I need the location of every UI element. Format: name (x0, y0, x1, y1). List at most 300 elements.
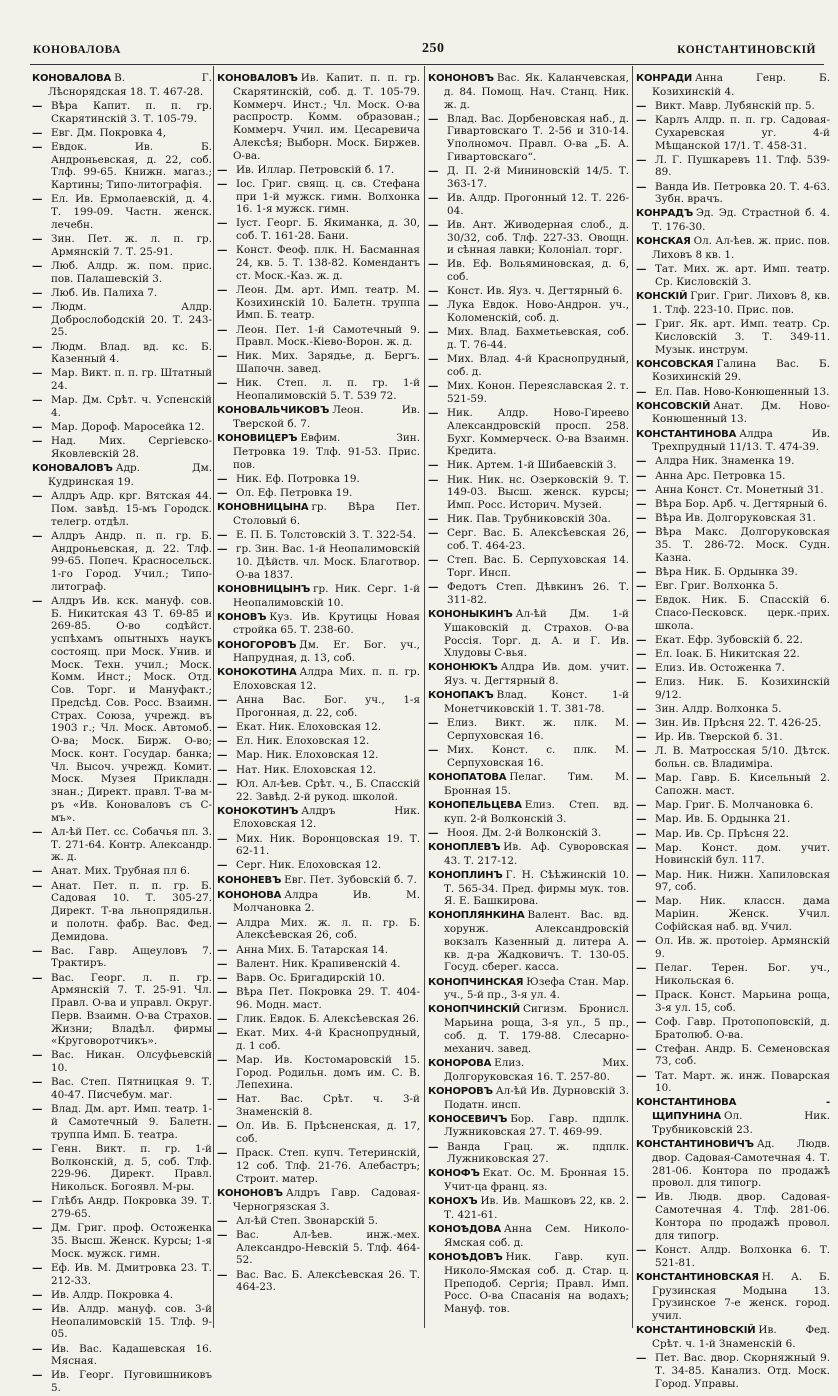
entry-text: Мар. Дороф. Маросейка 12. (51, 421, 205, 434)
directory-entry-surname (636, 290, 830, 317)
entry-text: Елиз. Викт. ж. плк. М. Серпуховская 16. (447, 717, 629, 742)
directory-entry-surname (428, 661, 629, 688)
directory-entry-continuation (217, 350, 420, 376)
directory-entry-continuation (32, 421, 212, 434)
directory-entry-continuation (636, 828, 830, 841)
entry-text: Влад. Дм. арт. Имп. театр. 1-й Самотечный 9. Балетн. труппа Имп. Б. театра. (51, 1103, 212, 1141)
directory-entry-surname (217, 1187, 420, 1214)
surname-heading: КОНОПАТОВА (428, 771, 507, 783)
directory-entry-continuation (636, 813, 830, 826)
entry-text: Люб. Ив. Палиха 7. (51, 286, 158, 299)
entry-text: Мар. Викт. п. п. гр. Штатный 24. (51, 367, 212, 393)
entry-text: Людм. Влад. вд. кс. Б. Казенный 4. (51, 340, 212, 366)
entry-text: Алдра Мих. п. п. гр. Елоховская 12. (233, 666, 420, 693)
directory-entry-continuation (32, 1103, 212, 1141)
entry-text: Конст. Алдр. Волхонка 6. Т. 521-81. (655, 1243, 830, 1269)
directory-entry-continuation (32, 1303, 212, 1341)
entry-text: Зин. Алдр. Волхонка 5. (655, 703, 782, 716)
surname-heading: КОНОВЪ (217, 611, 267, 623)
entry-text: Ив. Алдр. мануф. сов. 3-й Неопалимовскій 15. Тлф. 9-05. (51, 1302, 212, 1341)
surname-heading: КОНОПЛИНЪ (428, 869, 503, 881)
directory-entry-continuation (32, 435, 212, 461)
surname-heading: КОНСТАНТИНОВСКАЯ (636, 1271, 759, 1283)
entry-text: Леон. Пет. 1-й Самотечный 9. Правл. Моск.-Кіево-Ворон. ж. д. (236, 323, 420, 349)
entry-text: Ив. Иллар. Петровскій б. 17. (236, 163, 395, 176)
directory-entry-continuation (217, 1229, 420, 1267)
entry-text: Евдок. Ив. Б. Андроньевская, д. 22, соб. Тлф. 99-65. Книжн. магаз.; Картины; Типо-литографія. (51, 140, 212, 192)
entry-text: Алдра Ив. дом. учит. Яуз. ч. Дегтярный 8. (444, 661, 629, 688)
directory-entry-continuation (428, 717, 629, 743)
directory-entry-continuation (428, 165, 629, 191)
surname-heading: КОНСКІЙ (636, 291, 688, 303)
entry-text: Анат. Дм. Ново-Конюшенный 13. (652, 399, 830, 426)
directory-entry-continuation (32, 260, 212, 286)
directory-entry-surname (428, 909, 629, 974)
surname-heading: КОНОСЕВИЧЪ (428, 1113, 508, 1125)
surname-heading: КОНСТАНТИНОВА (636, 428, 737, 440)
entry-text: Е. П. Б. Толстовскій 3. Т. 322-54. (236, 528, 417, 541)
entry-text: Анат. Пет. п. п. гр. Б. Садовая 10. Т. 305-27. Директ. Т-ва льнопрядильн. и полотн. фабр. Вас. Фед. Демидова. (51, 879, 212, 943)
entry-text: Мих. Влад. Бахметьевская, соб. д. Т. 76-44. (447, 326, 629, 352)
entry-text: Вас. Георг. л. п. гр. Армянскій 7. Т. 25-91. Чл. Правл. О-ва и управл. Округ. Перв. Взаимн. О-ва Страхов. Жизни; Владѣл. фирмы «Круговоротчикъ». (51, 971, 212, 1048)
entry-text: Юл. Ал-ѣев. Срѣт. ч., Б. Спасскій 22. Завѣд. 2-й рукод. школой. (236, 777, 420, 803)
entry-text: Евг. Григ. Волхонка 5. (655, 579, 779, 592)
directory-entry-surname (428, 1003, 629, 1055)
directory-entry-continuation (32, 945, 212, 971)
surname-heading: КОНОПЧИНСКАЯ (428, 976, 524, 988)
directory-entry-continuation (217, 543, 420, 581)
entry-text: Мар. Гавр. Б. Кисельный 2. Сапожн. маст. (655, 772, 830, 798)
entry-text: Ив. Еф. Вольяминовская, д. 6, соб. (447, 258, 629, 284)
directory-entry-continuation (636, 962, 830, 988)
entry-text: Вѣра Ив. Долгоруковская 31. (655, 512, 816, 525)
entry-text: Анна Мих. Б. Татарская 14. (236, 943, 389, 956)
directory-entry-continuation (217, 217, 420, 243)
directory-entry-continuation (428, 474, 629, 512)
directory-entry-continuation (428, 299, 629, 325)
entry-text: Мих. Ник. Воронцовская 19. Т. 62-11. (236, 832, 420, 858)
directory-entry-continuation (32, 530, 212, 594)
directory-entry-continuation (636, 154, 830, 180)
surname-heading: КОНСТАНТИНОВИЧЪ (636, 1139, 754, 1151)
entry-text: Анна Вас. Бог. уч., 1-я Прогонная, д. 22, соб. (236, 694, 420, 720)
entry-text: Ник. Мих. Зарядье, д. Бергъ. Шапочн. завед. (236, 350, 420, 376)
entry-text: Ив. Алдр. Покровка 4. (51, 1288, 174, 1301)
directory-entry-continuation (636, 745, 830, 771)
entry-text: Алдръ Ник. Елоховская 12. (233, 804, 420, 831)
directory-entry-continuation (428, 353, 629, 379)
entry-text: Евг. Пет. Зубовскій б. 7. (284, 873, 417, 886)
entry-text: Нат. Ник. Елоховская 12. (236, 763, 376, 776)
directory-entry-continuation (428, 285, 629, 298)
surname-heading: КОНРАДИ (636, 73, 692, 84)
entry-text: Іуст. Георг. Б. Якиманка, д. 30, соб. Т. 161-28. Бани. (236, 217, 420, 243)
directory-entry-continuation (217, 859, 420, 872)
entry-text: Соф. Гавр. Протопоповскій, д. Братолюб. О-ва. (655, 1015, 830, 1041)
directory-entry-continuation (636, 386, 830, 399)
entry-text: Сигизм. Бронисл. Марьина роща, 3-я ул., 5 пр., соб. д. Т. 179-88. Слесарно-механич. завед. (444, 1003, 629, 1055)
directory-entry-surname (636, 428, 830, 455)
entry-text: Ник. Еф. Потровка 19. (236, 472, 360, 485)
directory-entry-continuation (636, 676, 830, 702)
directory-entry-surname (636, 1138, 830, 1190)
directory-entry-continuation (636, 895, 830, 933)
surname-heading: КОНОВНИЦЫНЪ (217, 583, 311, 595)
surname-heading: КОНОВАЛОВЪ (32, 463, 113, 475)
surname-heading: КОНОКОТИНЪ (217, 805, 299, 817)
directory-entry-continuation (636, 455, 830, 468)
directory-entry-continuation (428, 219, 629, 257)
entry-text: Анна Арс. Петровка 15. (655, 469, 786, 482)
entry-text: Алдра Мих. ж. л. п. гр. Б. Алексѣевская 26, соб. (236, 916, 420, 942)
entry-text: гр. Вѣра Пет. Столовый 6. (233, 501, 420, 527)
entry-text: Вѣра Макс. Долгоруковская 35. Т. 286-72. Моск. Судн. Казна. (655, 526, 830, 564)
entry-text: Ив. Ант. Живодерная слоб., д. 30/32, соб. Тлф. 227-33. Овощн. и сѣнная лавки; Колоніал. торг. (447, 218, 629, 257)
entry-text: Мар. Ив. Б. Ордынка 21. (655, 813, 791, 826)
entry-text: Ив. Фед. Срѣт. ч. 1-й Знаменскій 6. (652, 1324, 830, 1350)
entry-text: В. Г. Лѣснорядская 18. Т. 467-28. (48, 72, 212, 98)
entry-text: Ив. Капит. п. п. гр. Скарятинскій, соб. д. Т. 105-79. Коммерч. Инст.; Чл. Моск. О-ва распростр. Комм. образован.; Коммерч. Учил. им. Цесаревича Алексѣя; Выборн. Моск. Биржев. О-ва. (233, 72, 420, 162)
directory-entry-surname (636, 358, 830, 385)
entry-text: Карлъ Алдр. п. п. гр. Садовая-Сухаревская уг. 4-й Мѣщанской 17/1. Т. 458-31. (655, 114, 830, 152)
column-4 (636, 72, 830, 1392)
entry-text: Екат. Мих. 4-й Краснопрудный, д. 1 соб. (236, 1026, 420, 1052)
directory-entry-continuation (32, 1049, 212, 1075)
directory-entry-continuation (32, 826, 212, 864)
entry-text: Анна Конст. Ст. Монетный 31. (655, 483, 824, 496)
directory-entry-surname (217, 874, 420, 888)
directory-entry-continuation (428, 527, 629, 553)
directory-entry-surname (428, 1085, 629, 1112)
entry-text: Григ. Як. арт. Имп. театр. Ср. Кисловскій 3. Т. 349-11. Музык. инструм. (655, 318, 830, 356)
directory-entry-continuation (428, 581, 629, 607)
entry-text: Галина Вас. Б. Козихинскій 29. (652, 357, 830, 384)
entry-text: Елиз. Мих. Долгоруковская 16. Т. 257-80. (444, 1056, 629, 1083)
directory-entry-surname (217, 666, 420, 693)
directory-entry-continuation (636, 318, 830, 356)
directory-entry-continuation (217, 1215, 420, 1228)
directory-entry-continuation (428, 113, 629, 164)
directory-entry-continuation (217, 284, 420, 322)
entry-text: Григ. Григ. Лиховъ 8, кв. 1. Тлф. 223-10. Прис. пов. (652, 290, 830, 316)
directory-entry-surname (217, 72, 420, 162)
directory-entry-surname (428, 1057, 629, 1084)
surname-heading: КОНСОВСКІЙ (636, 400, 711, 412)
entry-text: Елиз. Ник. Б. Козихинскій 9/12. (655, 676, 830, 701)
entry-text: Ал-ѣй Пет. сс. Собачья пл. 3. Т. 271-64. Контр. Александр. ж. д. (51, 825, 212, 864)
surname-heading: КОНОХЪ (428, 1196, 478, 1208)
entry-text: Мих. Влад. 4-й Краснопрудный, соб. д. (447, 353, 629, 379)
directory-entry-continuation (217, 487, 420, 500)
surname-heading: КОНОНОВЪ (428, 73, 494, 84)
directory-entry-surname (428, 1195, 629, 1222)
entry-text: Ол. Ив. Б. Прѣсненская, д. 17, соб. (236, 1120, 420, 1146)
surname-heading: КОНОНЫКИНЪ (428, 609, 513, 621)
directory-entry-continuation (32, 141, 212, 192)
entry-text: Генн. Викт. п. гр. 1-й Волконскій, д. 5, соб. Тлф. 229-96. Директ. Правл. Никольск. Богоявл. М-ры. (51, 1142, 212, 1194)
directory-entry-continuation (428, 1141, 629, 1167)
surname-heading: КОНОПАКЪ (428, 690, 494, 702)
directory-entry-continuation (636, 634, 830, 647)
entry-text: Ив. Алдр. Прогонный 12. Т. 226-04. (447, 191, 629, 217)
entry-text: Валент. Ник. Крапивенскій 4. (236, 957, 401, 970)
entry-text: Степ. Вас. Б. Серпуховская 14. Торг. Инсп. (447, 554, 629, 579)
directory-entry-continuation (636, 772, 830, 798)
entry-text: Мих. Конст. с. плк. М. Серпуховская 16. (447, 744, 629, 769)
directory-entry-continuation (32, 865, 212, 878)
entry-text: Ел. Ив. Ермолаевскій, д. 4. Т. 199-09. Частн. женск. лечебн. (51, 193, 212, 231)
surname-heading: КОНОВАЛЬЧИКОВЪ (217, 405, 330, 417)
entry-text: Влад. Вас. Дорбеновская наб., д. Гивартовскаго Т. 2-56 и 310-14. Уполномоч. Правл. О-ва „Б. А. Гивартовскаго“. (447, 112, 629, 163)
entry-text: Ол. Ив. ж. протоіер. Армянскій 9. (655, 935, 830, 960)
directory-entry-continuation (217, 178, 420, 216)
entry-text: Дм. Ег. Бог. уч., Напрудная, д. 13, соб. (233, 638, 420, 665)
surname-heading: КОНСТАНТИНОВСКІЙ (636, 1325, 756, 1337)
directory-entry-continuation (217, 944, 420, 957)
directory-entry-surname (428, 799, 629, 826)
entry-text: Ел. Пав. Ново-Конюшенный 13. (655, 385, 830, 398)
surname-heading: КОНОПЕЛЬЦЕВА (428, 799, 522, 811)
directory-entry-continuation (636, 703, 830, 716)
directory-entry-continuation (636, 1070, 830, 1096)
entry-text: Ел. Ник. Елоховская 12. (236, 735, 370, 748)
entry-text: Еф. Ив. М. Дмитровка 23. Т. 212-33. (51, 1261, 212, 1287)
entry-text: Ол. Еф. Петровка 19. (236, 486, 353, 499)
entry-text: Мар. Ник. Елоховская 12. (236, 749, 379, 762)
directory-entry-continuation (636, 717, 830, 730)
directory-entry-continuation (217, 958, 420, 971)
directory-entry-continuation (636, 498, 830, 511)
directory-entry-continuation (217, 833, 420, 859)
entry-text: Іос. Григ. свящ. ц. св. Стефана при 1-й мужск. гимн. Волхонка 16. 1-я мужск. гимн. (236, 177, 420, 216)
directory-entry-surname (428, 608, 629, 660)
entry-text: Ванда Ив. Петровка 20. Т. 4-63. Зубн. врачъ. (655, 180, 830, 206)
entry-text: Ник. Гавр. куп. Николо-Ямская соб. д. Стар. ц. Преподоб. Сергія; Правл. Имп. Росс. О-ва Спасанія на водахъ; Мануф. тов. (444, 1251, 629, 1316)
entry-text: Анат. Мих. Трубная пл 6. (51, 865, 191, 878)
entry-text: Людм. Алдр. Доброслободскій 20. Т. 243-25. (51, 300, 212, 339)
directory-entry-surname (428, 841, 629, 868)
entry-text: Алдръ Ив. кск. мануф. сов. Б. Никитская 43 Т. 69-85 и 269-85. О-во содѣйст. успѣхамъ опытныхъ наукъ состоящ. при Моск. Унив. и Моск. Техн. учил.; Моск. Комм. Инст.; Моск. Отд. Сов. Торг. и Мануфакт.; Предсѣд. Сов. Росс. Взаимн. Страх. Союза, учрежд. въ 1903 г.; Чл. Моск. Автомоб. О-ва; Моск. Бирж. О-во; Моск. конт. Государ. банка; Чл. Высоч. учрежд. Комит. Моск. Музея Прикладн. знан.; Директ. правл. Т-ва м-ръ «Ив. Коноваловъ съ С-мъ». (51, 594, 212, 824)
entry-text: Вѣра Капит. п. п. гр. Скарятинскій 3. Т. 105-79. (51, 99, 212, 125)
surname-heading: КОНОРОВА (428, 1057, 492, 1069)
directory-entry-continuation (636, 181, 830, 207)
entry-text: Тат. Март. ж. инж. Поварская 10. (655, 1069, 830, 1095)
directory-entry-continuation (217, 986, 420, 1012)
directory-entry-continuation (32, 341, 212, 367)
entry-text: Алдра Ив. М. Молчановка 2. (233, 888, 420, 915)
directory-entry-continuation (428, 326, 629, 352)
entry-text: Ел. Іоак. Б. Никитская 22. (655, 647, 800, 660)
entry-text: Елиз. Ив. Остоженка 7. (655, 662, 785, 675)
surname-heading: КОНОГОРОВЪ (217, 639, 297, 651)
directory-entry-continuation (636, 662, 830, 675)
directory-entry-continuation (636, 512, 830, 525)
entry-text: Евдок. Ник. Б. Спасскій 6. Спасо-Песковск. церк.-прих. школа. (655, 594, 830, 632)
entry-text: Мих. Конон. Переяславская 2. т. 521-59. (447, 380, 629, 405)
entry-text: Ив. Ив. Машковъ 22, кв. 2. Т. 421-61. (444, 1195, 629, 1222)
directory-entry-continuation (636, 731, 830, 744)
entry-text: Конст. Феоф. плк. Н. Басманная 24, кв. 5. Т. 138-82. Комендантъ ст. Моск.-Каз. ж. д. (236, 244, 420, 282)
surname-heading: КОНОПЛЯНКИНА (428, 910, 525, 922)
entry-text: Вѣра Пет. Покровка 29. Т. 404-96. Модн. маст. (236, 985, 420, 1011)
entry-text: Адр. Дм. Кудринская 19. (48, 462, 212, 488)
entry-text: Люб. Алдр. ж. пом. прис. пов. Палашевскій 3. (51, 259, 212, 285)
surname-heading: КОНОНЕВЪ (217, 874, 282, 886)
running-header (30, 41, 820, 60)
directory-entry-surname (428, 1113, 629, 1140)
directory-entry-continuation (636, 869, 830, 895)
directory-entry-continuation (32, 287, 212, 300)
entry-text: Федотъ Степ. Дѣвкинъ 26. Т. 311-82. (447, 581, 629, 606)
entry-text: Вас. Степ. Пятницкая 9. Т. 40-47. Писчебум. маг. (51, 1076, 212, 1102)
directory-entry-continuation (636, 566, 830, 579)
entry-text: Елиз. Степ. вд. куп. 2-й Волконскій 3. (444, 798, 629, 825)
entry-text: Вас. Вас. Б. Алексѣевская 26. Т. 464-23. (236, 1268, 420, 1294)
entry-text: Евг. Дм. Покровка 4, (51, 126, 167, 139)
directory-entry-continuation (428, 744, 629, 770)
entry-text: Тат. Мих. ж. арт. Имп. театр. Ср. Кисловскій 3. (655, 263, 830, 288)
surname-heading: КОНОВАЛОВА (32, 73, 112, 84)
directory-entry-continuation (217, 764, 420, 777)
entry-text: Серг. Вас. Б. Алексѣевская 26, соб. Т. 464-23. (447, 527, 629, 553)
entry-text: Мар. Конст. дом. учит. Новинскій бул. 117. (655, 841, 830, 867)
entry-text: Ник. Степ. л. п. гр. 1-й Неопалимовскій 5. Т. 539 72. (236, 377, 420, 403)
directory-entry-continuation (217, 244, 420, 282)
entry-text: Н. А. Б. Грузинская Модына 13. Грузинское 7-е женск. город. учил. (652, 1270, 830, 1322)
header-first-entry: КОНОВАЛОВА (33, 44, 121, 56)
directory-entry-continuation (217, 324, 420, 350)
directory-entry-continuation (32, 1195, 212, 1221)
entry-text: Ив. Георг. Пуговишниковъ 5. (51, 1369, 212, 1395)
directory-entry-surname (217, 639, 420, 666)
entry-text: Стефан. Андр. Б. Семеновская 73, соб. (655, 1042, 830, 1068)
entry-text: Пелаг. Терен. Бог. уч., Никольская 6. (655, 961, 830, 987)
directory-entry-continuation (428, 459, 629, 472)
entry-text: Г. Н. Сѣѣжинскій 10. Т. 565-34. Пред. фирмы мук. тов. Я. Е. Башкирова. (444, 868, 629, 908)
entry-text: Вас. Гавр. Ащеуловъ 7. Трактиръ. (51, 944, 212, 970)
entry-text: Глѣбъ Андр. Покровка 39. Т. 279-65. (51, 1195, 212, 1221)
surname-heading: КОНСОВСКАЯ (636, 358, 714, 370)
directory-entry-continuation (636, 648, 830, 661)
entry-text: Лука Евдок. Ново-Андрон. уч., Коломенскій, соб. д. (447, 299, 629, 325)
surname-heading: КОНОВИЦЕРЪ (217, 433, 298, 445)
directory-entry-continuation (217, 529, 420, 542)
directory-entry-surname (217, 805, 420, 832)
entry-text: Мар. Дм. Срѣт. ч. Успенскій 4. (51, 394, 212, 420)
entry-text: Праск. Степ. купч. Тетеринскій, 12 соб. Тлф. 21-76. Алебастръ; Строит. матер. (236, 1147, 420, 1185)
directory-entry-continuation (636, 1352, 830, 1390)
column-divider (632, 66, 633, 1328)
entry-text: Эд. Эд. Страстной б. 4. Т. 176-30. (652, 207, 830, 234)
entry-text: Л. В. Матросская 5/10. Дѣтск. больн. св. Владиміра. (655, 745, 830, 771)
column-3 (428, 72, 629, 1317)
entry-text: Ол. Ал-ѣев. ж. прис. пов. Лиховъ 8 кв. 1. (652, 235, 830, 262)
directory-entry-surname (217, 404, 420, 431)
directory-entry-continuation (32, 1343, 212, 1369)
directory-entry-surname (636, 1324, 830, 1351)
column-2 (217, 72, 420, 1295)
entry-text: Вѣра Бор. Арб. ч. Дегтярный 6. (655, 497, 828, 510)
directory-entry-continuation (217, 721, 420, 734)
entry-text: Евфим. Зин. Петровка 19. Тлф. 91-53. Прис. пов. (233, 432, 420, 471)
directory-entry-continuation (32, 1222, 212, 1260)
entry-text: Алдръ Андр. п. п. гр. Б. Андроньевская, д. 22. Тлф. 99-65. Попеч. Красносельск. 1-го Город. Учил.; Типо-литограф. (51, 529, 212, 593)
entry-text: Нооя. Дм. 2-й Волконскій 3. (447, 826, 602, 839)
directory-entry-continuation (636, 470, 830, 483)
entry-text: Екат. Ник. Елоховская 12. (236, 721, 382, 734)
surname-heading: КОНОНОВА (217, 889, 282, 901)
surname-heading: КОНОНЮКЪ (428, 662, 498, 674)
entry-text: Вас. Ал-ѣев. инж.-мех. Александро-Невскій 5. Тлф. 464-52. (236, 1228, 420, 1267)
entry-text: Юзефа Стан. Мар. уч., 5-й пр., 3-я ул. 4. (444, 975, 629, 1002)
directory-entry-continuation (636, 484, 830, 497)
entry-text: Праск. Конст. Марьина роща, 3-я ул. 15, соб. (655, 988, 830, 1014)
directory-entry-surname (428, 72, 629, 111)
directory-entry-continuation (32, 972, 212, 1049)
entry-text: Ал-ѣй Ив. Дурновскій 3. Податн. инсп. (444, 1084, 629, 1111)
entry-text: Екат. Ефр. Зубовскій б. 22. (655, 633, 803, 646)
entry-text: Ванда Грац. ж. пдплк. Лужниковская 27. (447, 1140, 629, 1166)
directory-entry-continuation (217, 1269, 420, 1295)
entry-text: Варв. Ос. Бригадирскій 10. (236, 971, 386, 984)
directory-entry-continuation (32, 595, 212, 825)
directory-entry-continuation (32, 1289, 212, 1302)
directory-entry-continuation (32, 367, 212, 393)
entry-text: Л. Г. Пушкаревъ 11. Тлф. 539-89. (655, 153, 830, 179)
entry-text: Викт. Мавр. Лубянскій пр. 5. (655, 99, 815, 112)
entry-text: Ник. Артем. 1-й Шибаевскій 3. (447, 459, 617, 472)
entry-text: Мар. Ив. Костомаровскій 15. Город. Родильн. домъ им. С. В. Лепехина. (236, 1053, 420, 1092)
directory-entry-continuation (636, 935, 830, 961)
directory-entry-continuation (217, 164, 420, 177)
entry-text: Ив. Аф. Суворовская 43. Т. 217-12. (444, 840, 629, 867)
entry-text: Ник. Алдр. Ново-Гиреево Александровскій просп. 258. Бухг. Коммерческ. О-ва Взаимн. Кредита. (447, 407, 629, 458)
directory-entry-continuation (217, 1054, 420, 1092)
entry-text: Ив. Людв. двор. Садовая-Самотечная 4. Тлф. 281-06. Контора по продажѣ провол. для типогр. (655, 1191, 830, 1242)
directory-entry-continuation (636, 1043, 830, 1069)
directory-entry-surname (636, 235, 830, 262)
directory-entry-continuation (32, 1262, 212, 1288)
directory-entry-surname (428, 689, 629, 716)
entry-text: Вѣра Ник. Б. Ордынка 39. (655, 565, 798, 578)
directory-entry-continuation (428, 380, 629, 406)
directory-entry-surname (217, 501, 420, 528)
entry-text: Алдръ Гавр. Садовая-Черногрязская 3. (233, 1186, 420, 1213)
directory-entry-continuation (217, 694, 420, 720)
entry-text: Ал-ѣй Степ. Звонарскій 5. (236, 1214, 378, 1227)
directory-entry-surname (636, 1096, 830, 1136)
directory-entry-surname (428, 1223, 629, 1250)
surname-heading: КОНОВНИЦЫНА (217, 502, 309, 514)
directory-entry-continuation (32, 127, 212, 140)
entry-text: Алдръ Адр. крг. Вятская 44. Пом. завѣд. 15-мъ Городск. телегр. отдѣл. (51, 490, 212, 528)
entry-text: гр. Зин. Вас. 1-й Неопалимовскій 10. Дѣйств. чл. Моск. Благотвор. О-ва 1837. (236, 543, 420, 581)
directory-entry-continuation (217, 749, 420, 762)
header-last-entry: КОНСТАНТИНОВСКІЙ (677, 44, 816, 56)
directory-entry-continuation (32, 880, 212, 944)
entry-text: Мар. Ив. Ср. Прѣсня 22. (655, 827, 789, 840)
directory-entry-continuation (217, 778, 420, 804)
directory-entry-continuation (428, 192, 629, 218)
directory-entry-continuation (32, 490, 212, 528)
entry-text: Пет. Вас. двор. Скорняжный 9. Т. 34-85. Канализ. Отд. Моск. Город. Управы. (655, 1352, 830, 1390)
directory-entry-surname (217, 611, 420, 638)
entry-text: Анна Генр. Б. Козихинскій 4. (652, 72, 830, 98)
entry-text: Ник. Пав. Трубниковскій 30а. (447, 513, 611, 526)
directory-entry-surname (217, 889, 420, 916)
entry-text: Ив. Вас. Кадашевская 16. Мясная. (51, 1342, 212, 1368)
directory-entry-continuation (636, 263, 830, 289)
